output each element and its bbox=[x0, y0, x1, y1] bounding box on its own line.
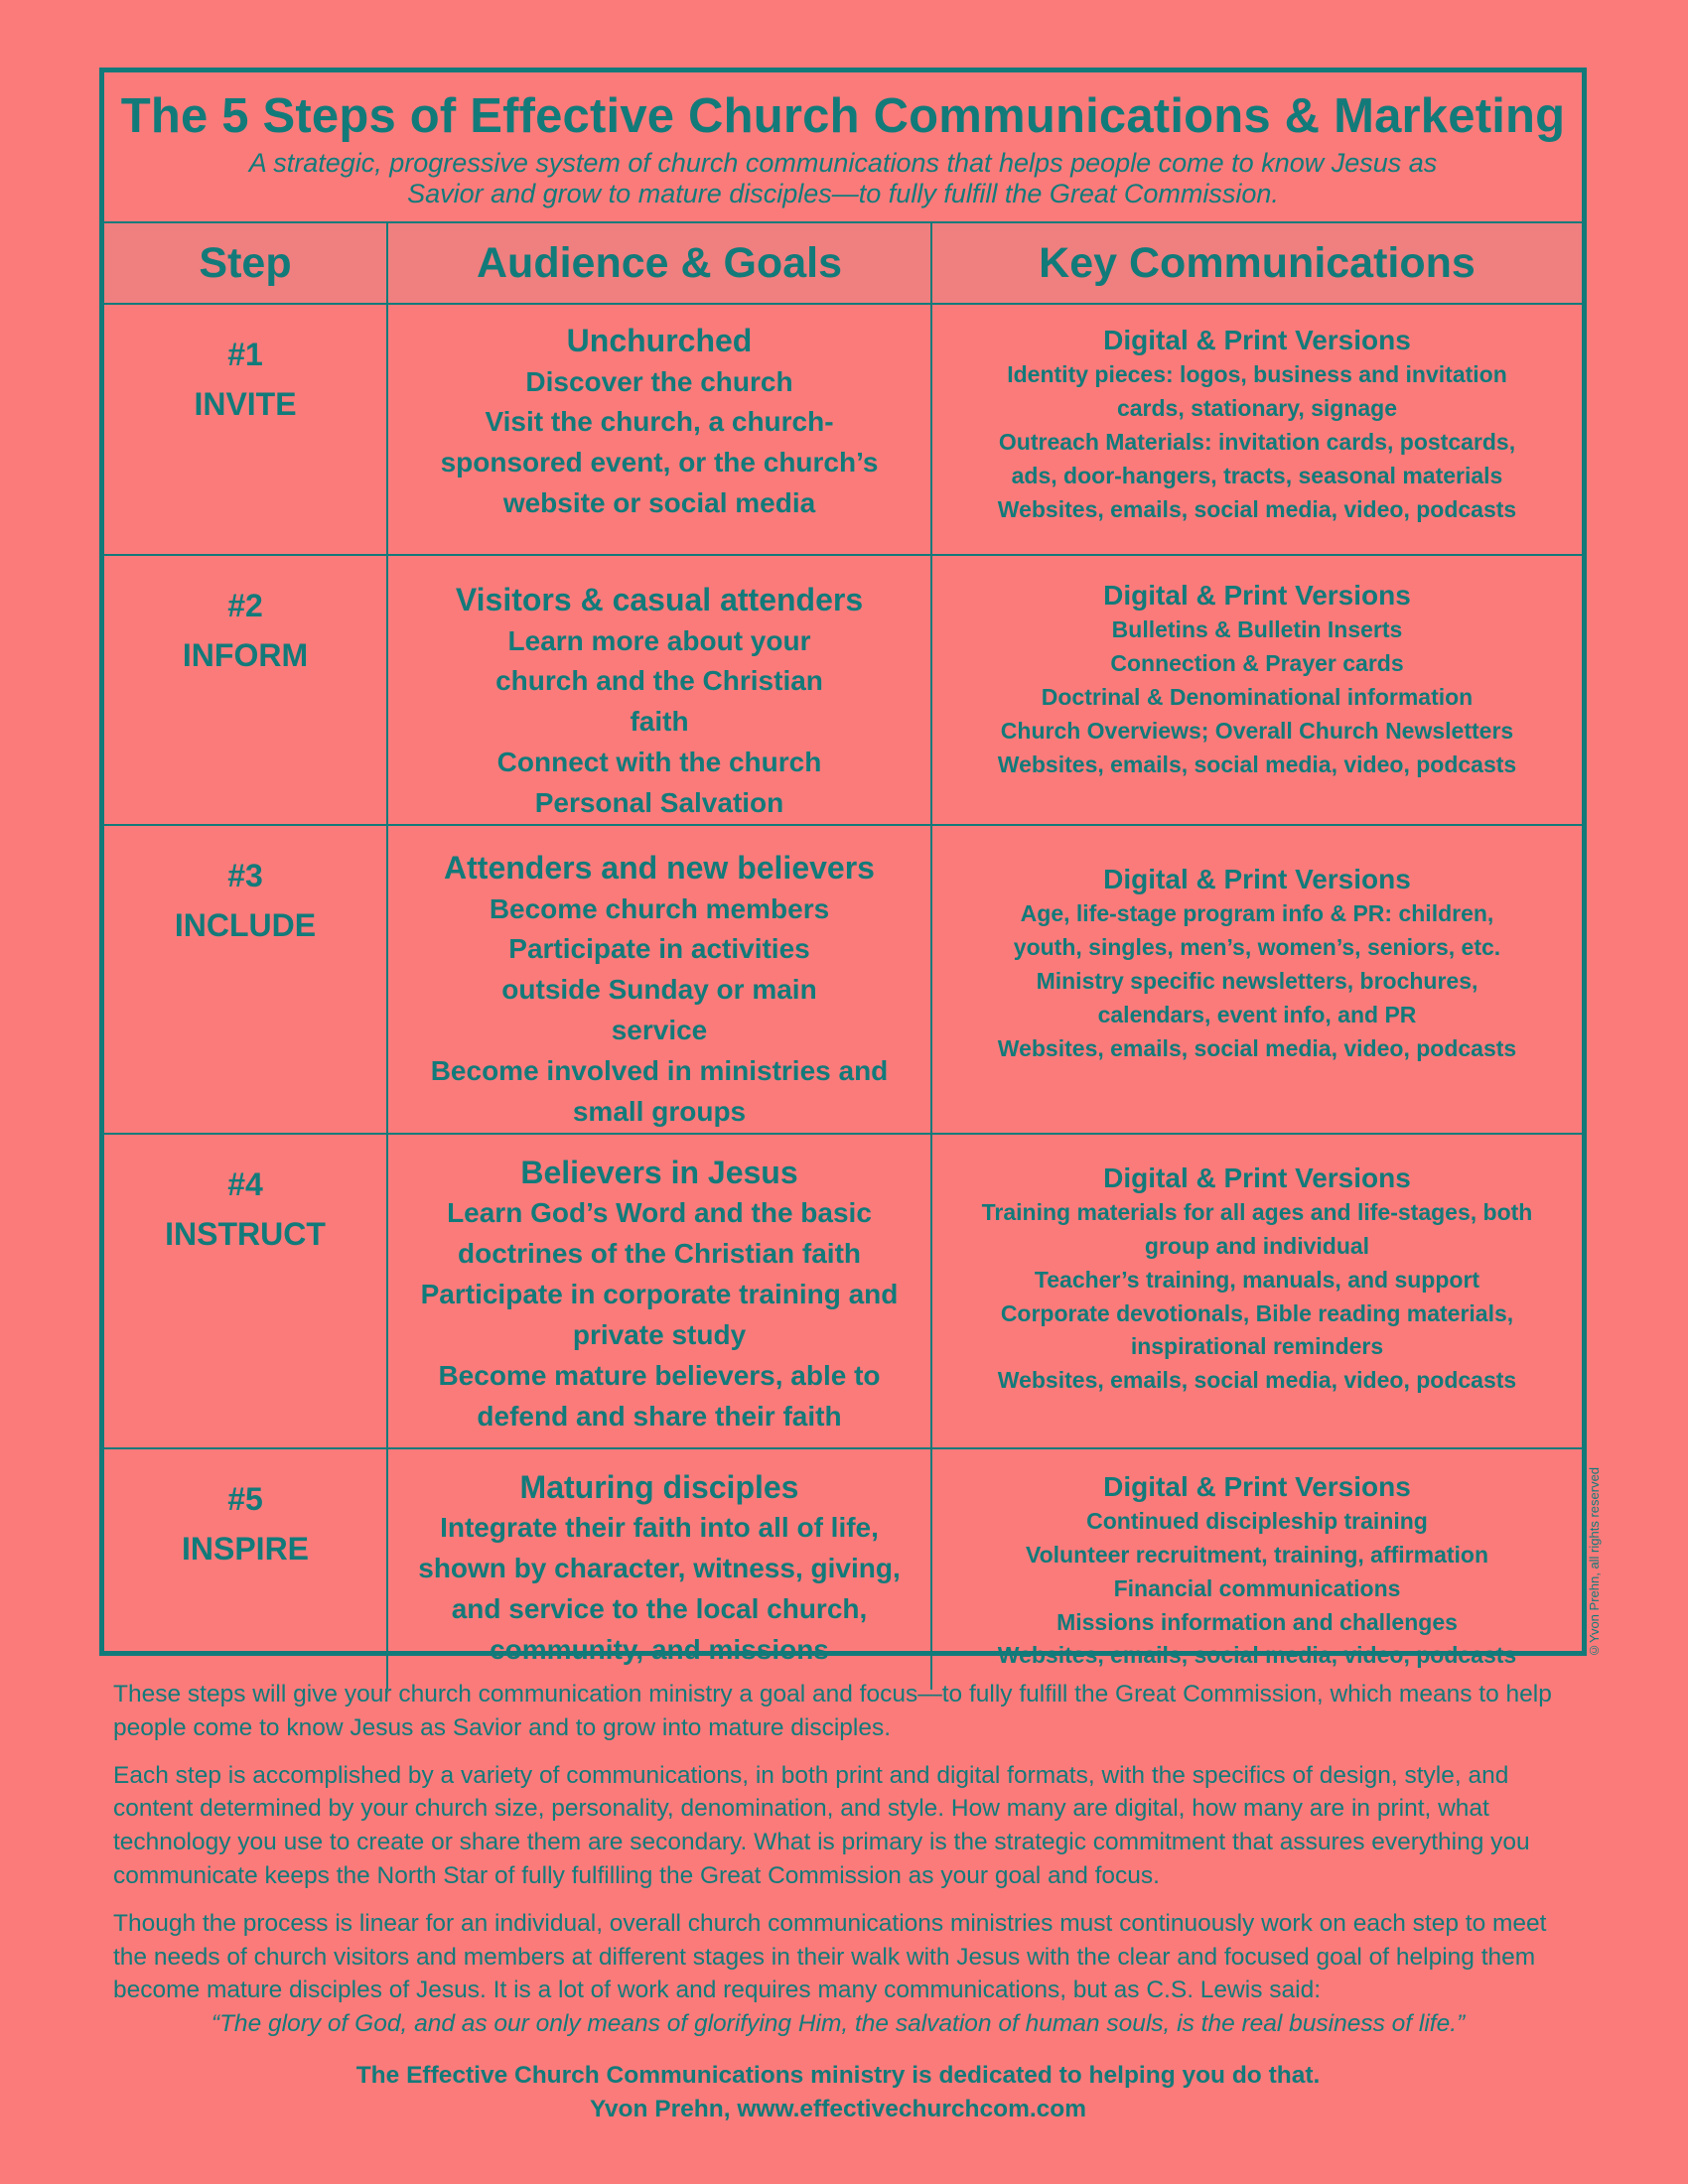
key-item: Church Overviews; Overall Church Newsletters bbox=[1000, 717, 1514, 744]
key-item: Websites, emails, social media, video, podcasts bbox=[997, 1034, 1517, 1061]
key-item: Age, life-stage program info & PR: children, youth, singles, men’s, women’s, seniors, etc. bbox=[1013, 900, 1501, 961]
audience-title: Believers in Jesus bbox=[520, 1154, 798, 1190]
goal-item: Discover the church bbox=[525, 365, 793, 397]
column-header-audience: Audience & Goals bbox=[387, 223, 931, 304]
key-item: Training materials for all ages and life-stages, both group and individual bbox=[981, 1199, 1533, 1259]
step-number: #4 bbox=[227, 1165, 263, 1202]
key-item: Volunteer recruitment, training, affirmation bbox=[1025, 1542, 1489, 1568]
audience-cell bbox=[387, 1134, 931, 1448]
table-row bbox=[104, 1134, 1582, 1448]
table-row bbox=[104, 304, 1582, 555]
copyright-notice: ©Yvon Prehn, all rights reserved bbox=[1587, 1466, 1602, 1658]
steps-frame bbox=[99, 68, 1587, 1669]
step-number: #5 bbox=[227, 1480, 263, 1517]
audience-title: Visitors & casual attenders bbox=[455, 582, 864, 617]
table-row bbox=[104, 555, 1582, 825]
step-number: #2 bbox=[227, 588, 263, 623]
key-title: Digital & Print Versions bbox=[1103, 325, 1411, 355]
goal-item: Participate in corporate training and private study bbox=[420, 1279, 899, 1351]
audience-title: Maturing disciples bbox=[519, 1468, 799, 1505]
step-name: INSTRUCT bbox=[165, 1215, 326, 1252]
lewis-quote: “The glory of God, and as our only means of glorifying Him, the salvation of human souls, is the real business of life.” bbox=[211, 2010, 1466, 2038]
key-item: Connection & Prayer cards bbox=[1110, 650, 1404, 677]
page-title: The 5 Steps of Effective Church Communications & Marketing bbox=[120, 89, 1566, 143]
key-item: Websites, emails, social media, video, podcasts bbox=[997, 751, 1517, 777]
key-item: Continued discipleship training bbox=[1086, 1508, 1428, 1535]
table-row bbox=[104, 1448, 1582, 1690]
goal-item: Become involved in ministries and small groups bbox=[430, 1055, 889, 1127]
goal-item: Visit the church, a church-sponsored event, or the church’s website or social media bbox=[440, 406, 879, 519]
key-communications-cell bbox=[931, 555, 1582, 825]
goal-item: Participate in activities outside Sunday or main service bbox=[501, 933, 817, 1046]
key-communications-cell bbox=[931, 1448, 1582, 1690]
key-item: Websites, emails, social media, video, podcasts bbox=[997, 1642, 1517, 1669]
closing-line: The Effective Church Communications ministry is dedicated to helping you do that. bbox=[355, 2061, 1321, 2089]
audience-title: Unchurched bbox=[566, 323, 753, 358]
step-name: INVITE bbox=[194, 386, 297, 422]
audience-cell bbox=[387, 1448, 931, 1690]
key-item: Outreach Materials: invitation cards, postcards, ads, door-hangers, tracts, seasonal materials bbox=[998, 428, 1516, 488]
step-name: INCLUDE bbox=[174, 906, 317, 943]
key-item: Financial communications bbox=[1113, 1574, 1401, 1601]
goal-item: Become church members bbox=[489, 892, 830, 924]
key-title: Digital & Print Versions bbox=[1103, 863, 1411, 894]
body-text bbox=[113, 1678, 1563, 2126]
goal-item: Connect with the church bbox=[496, 747, 822, 778]
key-item: Websites, emails, social media, video, podcasts bbox=[997, 1367, 1517, 1394]
key-item: Ministry specific newsletters, brochures, calendars, event info, and PR bbox=[1036, 967, 1478, 1027]
column-header-key: Key Communications bbox=[931, 223, 1582, 304]
audience-cell bbox=[387, 555, 931, 825]
audience-cell bbox=[387, 304, 931, 555]
step-cell bbox=[104, 555, 387, 825]
table-row bbox=[104, 825, 1582, 1134]
step-number: #3 bbox=[227, 857, 263, 893]
key-communications-cell bbox=[931, 825, 1582, 1134]
author-credit: Yvon Prehn, www.effectivechurchcom.com bbox=[589, 2095, 1087, 2122]
key-title: Digital & Print Versions bbox=[1103, 1161, 1411, 1193]
steps-table bbox=[104, 223, 1582, 1690]
closing-block bbox=[113, 2059, 1563, 2126]
column-header-step: Step bbox=[104, 223, 387, 304]
key-communications-cell bbox=[931, 304, 1582, 555]
key-item: Corporate devotionals, Bible reading materials, inspirational reminders bbox=[1000, 1299, 1514, 1360]
key-item: Identity pieces: logos, business and invitation cards, stationary, signage bbox=[1007, 361, 1507, 422]
step-cell bbox=[104, 304, 387, 555]
page-subtitle: A strategic, progressive system of church communications that helps people come to know Jesus as Savior and grow to mature disciples—to fully fulfill the Great Commission. bbox=[248, 147, 1438, 209]
step-cell bbox=[104, 1134, 387, 1448]
step-number: #1 bbox=[227, 337, 263, 372]
table-header-row bbox=[104, 223, 1582, 304]
step-name: INFORM bbox=[182, 637, 309, 673]
goal-item: Learn more about your church and the Christian faith bbox=[495, 624, 823, 738]
key-communications-cell bbox=[931, 1134, 1582, 1448]
goal-item: Integrate their faith into all of life, shown by character, witness, giving, and service to the local church, community, and missions bbox=[418, 1512, 901, 1666]
key-item: Missions information and challenges bbox=[1056, 1608, 1458, 1635]
key-item: Doctrinal & Denominational information bbox=[1041, 683, 1474, 710]
goal-item: Become mature believers, able to defend and share their faith bbox=[438, 1359, 881, 1432]
body-paragraph: These steps will give your church communication ministry a goal and focus—to fully fulfill the Great Commission, which means to help people come to know Jesus as Savior and to grow into mature disciples. bbox=[113, 1681, 1552, 1741]
key-item: Bulletins & Bulletin Inserts bbox=[1111, 616, 1403, 643]
step-cell bbox=[104, 1448, 387, 1690]
key-item: Websites, emails, social media, video, podcasts bbox=[997, 495, 1517, 522]
goal-item: Personal Salvation bbox=[534, 787, 784, 819]
goal-item: Learn God’s Word and the basic doctrines of the Christian faith bbox=[447, 1197, 872, 1270]
audience-title: Attenders and new believers bbox=[444, 849, 875, 886]
key-item: Teacher’s training, manuals, and support bbox=[1034, 1266, 1480, 1293]
key-title: Digital & Print Versions bbox=[1103, 580, 1411, 611]
body-paragraph: Though the process is linear for an individual, overall church communications ministries must continuously work on each step to meet the needs of church visitors and members at different stages in their walk with Jesus with the clear and focused goal of helping them become mature disciples of Jesus. It is a lot of work and requires many communications, but as C.S. Lewis said: bbox=[113, 1909, 1547, 2004]
header bbox=[104, 72, 1582, 223]
key-title: Digital & Print Versions bbox=[1103, 1470, 1411, 1502]
audience-cell bbox=[387, 825, 931, 1134]
step-name: INSPIRE bbox=[181, 1530, 310, 1567]
body-paragraph: Each step is accomplished by a variety of communications, in both print and digital formats, with the specifics of design, style, and content determined by your church size, personality, denomination, and style. How many are digital, how many are in print, what technology you use to create or share them are secondary. What is primary is the strategic commitment that assures everything you communicate keeps the North Star of fully fulfilling the Great Commission as your goal and focus. bbox=[113, 1761, 1530, 1889]
step-cell bbox=[104, 825, 387, 1134]
